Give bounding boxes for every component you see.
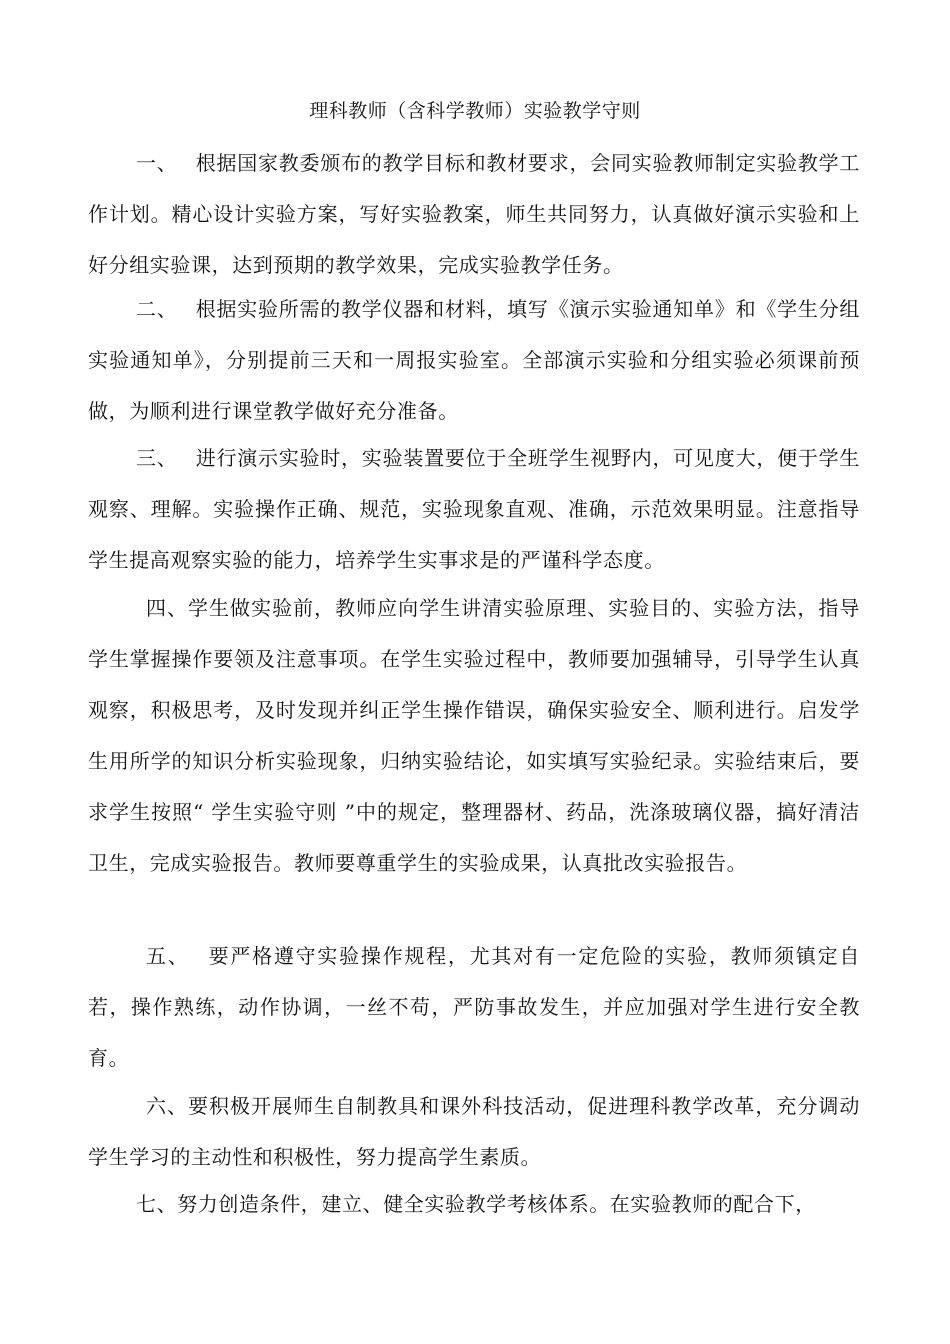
paragraph-4 — [88, 583, 860, 889]
paragraph-2 — [88, 284, 860, 437]
paragraph-text: 进行演示实验时，实验装置要位于全班学生视野内，可见度大，便于学生观察、理解。实验操作正确、规范，实验现象直观、准确，示范效果明显。注意指导学生提高观察实验的能力，培养学生实事求是的严谨科学态度。 — [88, 446, 860, 572]
paragraph-1 — [88, 138, 860, 291]
paragraph-text: 要严格遵守实验操作规程，尤其对有一定危险的实验，教师须镇定自若，操作熟练，动作协调，一丝不苟，严防事故发生，并应加强对学生进行安全教育。 — [88, 944, 860, 1070]
paragraph-number: 六、 — [146, 1094, 189, 1118]
paragraph-text: 学生做实验前，教师应向学生讲清实验原理、实验目的、实验方法，指导学生掌握操作要领及注意事项。在学生实验过程中，教师要加强辅导，引导学生认真观察，积极思考，及时发现并纠正学生操作错误，确保实验安全、顺利进行。启发学生用所学的知识分析实验现象，归纳实验结论，如实填写实验纪录。实验结束后，要求学生按照“ 学生实验守则 ”中的规定，整理器材、药品，洗涤玻璃仪器，搞好清洁卫生，完成实验报告。教师要尊重学生的实验成果，认真批改实验报告。 — [88, 596, 861, 875]
paragraph-number: 七、 — [136, 1192, 178, 1216]
paragraph-3 — [88, 433, 860, 586]
paragraph-number: 三、 — [136, 446, 178, 470]
paragraph-text: 要积极开展师生自制教具和课外科技活动，促进理科教学改革，充分调动学生学习的主动性和积极性，努力提高学生素质。 — [88, 1094, 861, 1169]
paragraph-text: 根据国家教委颁布的教学目标和教材要求，会同实验教师制定实验教学工作计划。精心设计实验方案，写好实验教案，师生共同努力，认真做好演示实验和上好分组实验课，达到预期的教学效果，完成实验教学任务。 — [88, 151, 860, 277]
paragraph-number: 二、 — [136, 297, 178, 321]
paragraph-number: 四、 — [146, 596, 189, 620]
paragraph-text: 努力创造条件，建立、健全实验教学考核体系。在实验教师的配合下， — [177, 1192, 816, 1216]
paragraph-7 — [88, 1179, 860, 1230]
paragraph-number: 一、 — [136, 151, 178, 175]
paragraph-5 — [88, 931, 860, 1084]
paragraph-6 — [88, 1081, 860, 1183]
paragraph-number: 五、 — [146, 944, 190, 968]
paragraph-text: 根据实验所需的教学仪器和材料，填写《演示实验通知单》和《学生分组实验通知单》，分别提前三天和一周报实验室。全部演示实验和分组实验必须课前预做，为顺利进行课堂教学做好充分准备。 — [88, 297, 860, 423]
document-title: 理科教师（含科学教师）实验教学守则 — [309, 100, 641, 122]
